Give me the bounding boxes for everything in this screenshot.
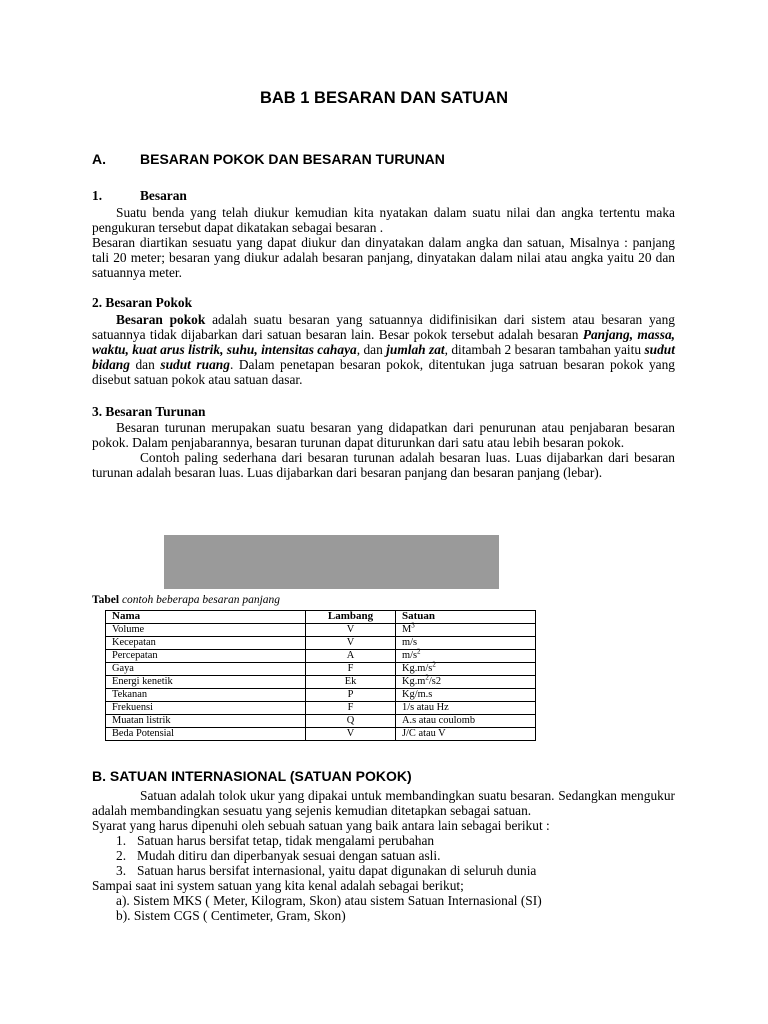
cell-text: Gaya — [112, 663, 134, 674]
unit-exponent: 3 — [411, 621, 415, 630]
table-cell-lambang — [306, 728, 396, 741]
list-item-text: Satuan harus bersifat internasional, yaitu dapat digunakan di seluruh dunia — [137, 863, 537, 878]
cell-text: M — [402, 624, 412, 635]
unit-tail: /s2 — [428, 676, 442, 687]
sub2-term: Besaran pokok — [116, 312, 206, 327]
table-cell-satuan — [396, 660, 536, 676]
sub1-heading: Besaran — [140, 188, 187, 203]
sub1-paragraph-2: Besaran diartikan sesuatu yang dapat diukur dan dinyatakan dalam angka dan satuan, Misalnya : panjang tali 20 meter; besaran yang diukur adalah besaran panjang, dinyatakan dalam nilai atau angka yaitu 20 dan satuannya meter. — [92, 235, 675, 280]
sub1-body — [92, 205, 675, 280]
table-cell-lambang — [306, 663, 396, 676]
table-cell-nama — [106, 624, 306, 637]
table-cell-lambang — [306, 702, 396, 715]
cell-text: Kecepatan — [112, 637, 156, 648]
cell-text: Kg/m.s — [402, 689, 433, 700]
page-title: BAB 1 BESARAN DAN SATUAN — [259, 89, 509, 107]
cell-text: V — [346, 624, 355, 635]
list-item — [92, 848, 675, 863]
section-a-heading: BESARAN POKOK DAN BESARAN TURUNAN — [140, 151, 445, 167]
table-cell-satuan — [396, 728, 536, 741]
table-cell-satuan — [396, 621, 536, 637]
list-item-text: Mudah ditiru dan diperbanyak sesuai dengan satuan asli. — [137, 848, 441, 863]
sub3-body — [92, 420, 675, 480]
cell-text: P — [347, 689, 354, 700]
table-cell-nama — [106, 728, 306, 741]
table-header-satuan: Satuan — [396, 611, 536, 624]
unit-exponent: 2 — [432, 660, 436, 669]
sub2-sudut-ruang: sudut ruang — [160, 357, 230, 372]
cell-text: Muatan listrik — [112, 715, 171, 726]
quantity-table — [105, 610, 536, 741]
cell-text: 1/s atau Hz — [402, 702, 449, 713]
sub2-jumlah-zat: jumlah zat — [386, 342, 445, 357]
sub3-paragraph-1: Besaran turunan merupakan suatu besaran yang didapatkan dari penurunan atau penjabaran besaran pokok. Dalam penjabarannya, besaran turunan dapat diturunkan dari satu atau lebih besaran pokok. — [92, 420, 675, 450]
list-item-number: 3. — [116, 863, 127, 878]
list-item-text: Satuan harus bersifat tetap, tidak mengalami perubahan — [137, 833, 435, 848]
quantity-table-wrap — [105, 610, 536, 741]
sub2-body — [92, 312, 675, 387]
sub2-text-2: , dan — [356, 342, 387, 357]
cell-text: Q — [346, 715, 355, 726]
cell-text: Ek — [344, 676, 357, 687]
table-cell-lambang — [306, 637, 396, 650]
cell-text: m/s — [402, 650, 418, 661]
table-row — [106, 702, 536, 715]
cell-text: m/s — [402, 637, 418, 648]
section-a-letter: A. — [92, 151, 106, 167]
cell-text: F — [347, 702, 354, 713]
table-row — [106, 689, 536, 702]
table-header-lambang: Lambang — [306, 611, 396, 624]
sub2-heading: 2. Besaran Pokok — [92, 295, 193, 310]
table-row — [106, 663, 536, 676]
list-item — [92, 833, 675, 848]
sub2-text-4: dan — [129, 357, 161, 372]
cell-text: V — [346, 637, 355, 648]
cell-text: Percepatan — [112, 650, 158, 661]
sub1-number: 1. — [92, 188, 103, 203]
table-cell-satuan — [396, 689, 536, 702]
sub2-sudut-bidang: sudut bidang — [92, 342, 675, 372]
sub1-paragraph-1: Suatu benda yang telah diukur kemudian kita nyatakan dalam suatu nilai dan angka tertentu maka pengukuran tersebut dapat dikatakan sebagai besaran . — [92, 205, 675, 235]
table-cell-nama — [106, 676, 306, 689]
cell-text: V — [346, 728, 355, 739]
section-b-heading: B. SATUAN INTERNASIONAL (SATUAN POKOK) — [92, 768, 412, 784]
list-item-number: 2. — [116, 848, 127, 863]
cell-text: A.s atau coulomb — [402, 715, 476, 726]
cell-text: Kg.m/s — [402, 663, 433, 674]
table-cell-satuan — [396, 647, 536, 663]
table-cell-nama — [106, 637, 306, 650]
list-item — [92, 863, 675, 878]
table-cell-nama — [106, 663, 306, 676]
cell-text: A — [346, 650, 355, 661]
figure-placeholder — [164, 535, 499, 589]
system-cgs: b). Sistem CGS ( Centimeter, Gram, Skon) — [116, 908, 346, 923]
cell-text: F — [347, 663, 354, 674]
table-row — [106, 637, 536, 650]
table-cell-satuan — [396, 702, 536, 715]
cell-text: Tekanan — [112, 689, 148, 700]
table-caption — [92, 594, 280, 607]
table-header-row — [106, 611, 536, 624]
cell-text: Energi kenetik — [112, 676, 173, 687]
table-row — [106, 728, 536, 741]
table-cell-nama — [106, 650, 306, 663]
list-item-number: 1. — [116, 833, 127, 848]
cell-text: J/C atau V — [402, 728, 446, 739]
section-b-paragraph-1: Satuan adalah tolok ukur yang dipakai untuk membandingkan suatu besaran. Sedangkan mengukur adalah membandingkan sesuatu yang sejenis kemudian ditetapkan sebagai satuan. — [92, 788, 675, 818]
requirements-list — [92, 833, 675, 878]
sub3-heading: 3. Besaran Turunan — [92, 404, 206, 419]
table-row — [106, 715, 536, 728]
unit-exponent: 2 — [417, 647, 421, 656]
sub2-text-1: adalah suatu besaran yang satuannya didifinisikan dari sistem atau besaran yang satuannya tidak dijabarkan dari satuan besaran lain. Besar pokok tersebut adalah besaran — [92, 312, 676, 342]
table-row — [106, 624, 536, 637]
cell-text: Frekuensi — [112, 702, 153, 713]
section-b-paragraph-3: Sampai saat ini system satuan yang kita kenal adalah sebagai berikut; — [92, 878, 464, 893]
table-caption-label: Tabel — [92, 594, 120, 606]
sub3-paragraph-2: Contoh paling sederhana dari besaran turunan adalah besaran luas. Luas dijabarkan dari besaran turunan adalah besaran luas. Luas dijabarkan dari besaran panjang dan besaran panjang (lebar). — [92, 450, 675, 480]
table-header-nama: Nama — [106, 611, 306, 624]
section-b-paragraph-2: Syarat yang harus dipenuhi oleh sebuah satuan yang baik antara lain sebagai berikut : — [92, 818, 550, 833]
cell-text: Beda Potensial — [112, 728, 175, 739]
table-cell-lambang — [306, 624, 396, 637]
table-cell-nama — [106, 689, 306, 702]
table-cell-nama — [106, 715, 306, 728]
sub2-paragraph — [92, 312, 675, 387]
sub2-quantities: Panjang, massa, waktu, kuat arus listrik, suhu, intensitas cahaya — [92, 327, 675, 357]
cell-text: Volume — [112, 624, 145, 635]
sub2-text-5: . Dalam penetapan besaran pokok, ditentukan juga satruan besaran pokok yang disebut satuan pokok atau satuan dasar. — [92, 357, 676, 387]
table-cell-nama — [106, 702, 306, 715]
table-cell-lambang — [306, 715, 396, 728]
table-row — [106, 650, 536, 663]
sub2-text-3: , ditambah 2 besaran tambahan yaitu — [444, 342, 645, 357]
table-cell-satuan — [396, 673, 536, 689]
table-cell-lambang — [306, 689, 396, 702]
table-cell-lambang — [306, 650, 396, 663]
table-row — [106, 676, 536, 689]
table-caption-text: contoh beberapa besaran panjang — [119, 594, 281, 606]
cell-text: Kg.m — [402, 676, 426, 687]
table-cell-satuan — [396, 715, 536, 728]
system-mks: a). Sistem MKS ( Meter, Kilogram, Skon) atau sistem Satuan Internasional (SI) — [116, 893, 542, 908]
section-b-body — [92, 788, 675, 923]
unit-exponent: 2 — [425, 673, 429, 682]
table-cell-lambang — [306, 676, 396, 689]
